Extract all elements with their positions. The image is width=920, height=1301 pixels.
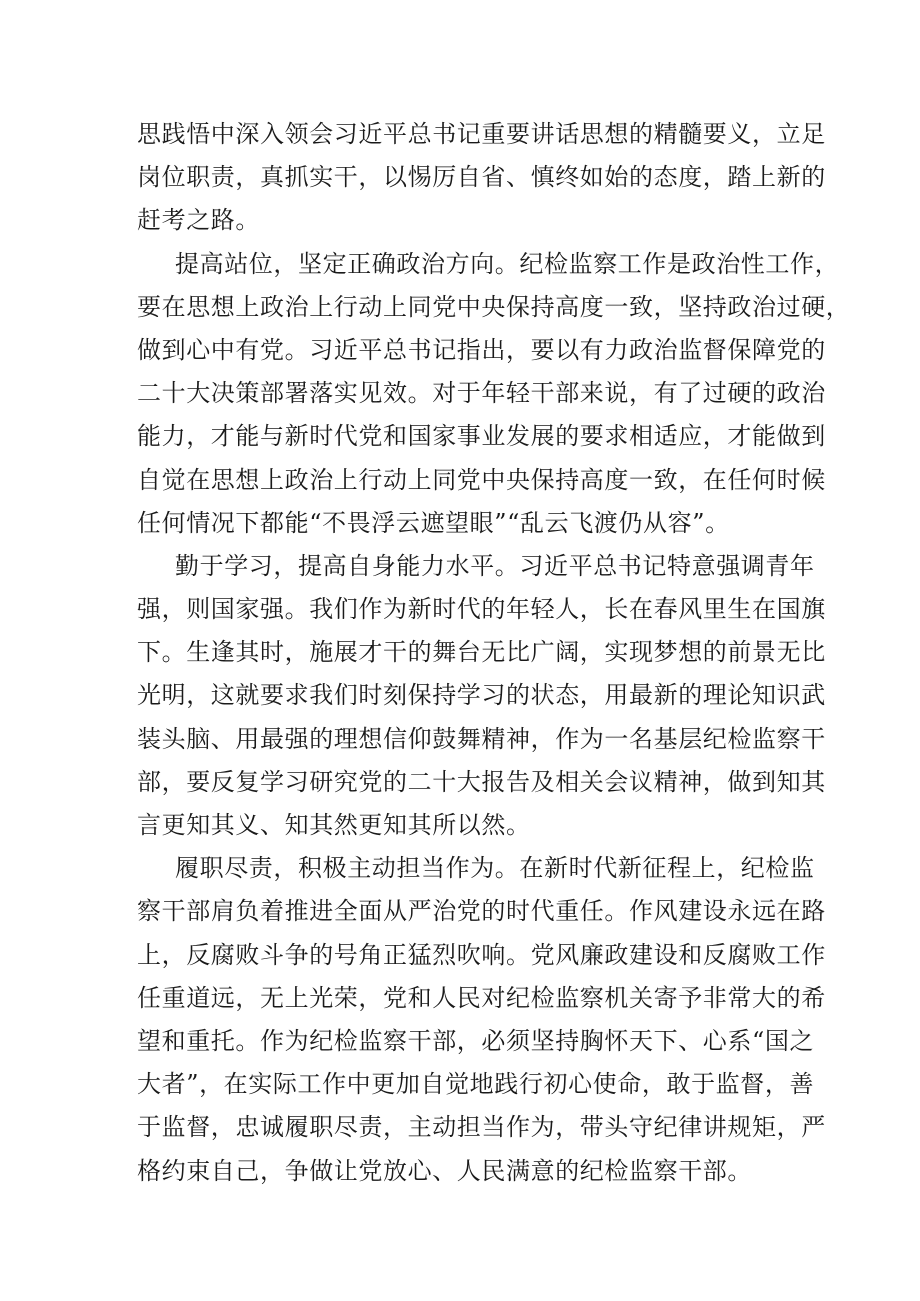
text-line: 于监督，忠诚履职尽责，主动担当作为，带头守纪律讲规矩，严 [137,1113,826,1142]
text-line: 强，则国家强。我们作为新时代的年轻人，长在春风里生在国旗 [137,595,826,624]
text-line: 思践悟中深入领会习近平总书记重要讲话思想的精髓要义，立足 [137,120,826,148]
text-line: 下。生逢其时，施展才干的舞台无比广阔，实现梦想的前景无比 [137,638,826,667]
text-line: 二十大决策部署落实见效。对于年轻干部来说，有了过硬的政治 [137,379,826,408]
text-line: 做到心中有党。习近平总书记指出，要以有力政治监督保障党的 [137,335,826,364]
text-line: 言更知其义、知其然更知其所以然。 [137,811,531,839]
text-line: 能力，才能与新时代党和国家事业发展的要求相适应，才能做到 [137,422,826,451]
text-line: 大者”，在实际工作中更加自觉地践行初心使命，敢于监督，善 [137,1070,815,1099]
text-line: 岗位职责，真抓实干，以惕厉自省、慎终如始的态度，踏上新的 [137,163,826,192]
text-line: 望和重托。作为纪检监察干部，必须坚持胸怀天下、心系“国之 [137,1026,815,1055]
document-body [137,113,851,1193]
text-line: 装头脑、用最强的理想信仰鼓舞精神，作为一名基层纪检监察干 [137,724,826,753]
text-line: 任重道远，无上光荣，党和人民对纪检监察机关寄予非常大的希 [137,983,826,1012]
paragraph-heading-line: 勤于学习，提高自身能力水平。习近平总书记特意强调青年 [175,551,815,580]
text-line: 光明，这就要求我们时刻保持学习的状态，用最新的理论知识武 [137,681,826,710]
text-line: 上，反腐败斗争的号角正猛烈吹响。党风廉政建设和反腐败工作 [137,940,826,969]
text-line: 要在思想上政治上行动上同党中央保持高度一致，坚持政治过硬， [137,292,851,321]
text-line: 部，要反复学习研究党的二十大报告及相关会议精神，做到知其 [137,767,826,796]
paragraph-heading-line: 提高站位，坚定正确政治方向。纪检监察工作是政治性工作， [175,249,840,278]
text-line: 格约束自己，争做让党放心、人民满意的纪检监察干部。 [137,1156,752,1185]
text-line: 任何情况下都能“不畏浮云遮望眼”“乱云飞渡仍从容”。 [137,508,730,537]
paragraph-heading-line: 履职尽责，积极主动担当作为。在新时代新征程上，纪检监 [175,854,815,883]
text-line: 自觉在思想上政治上行动上同党中央保持高度一致，在任何时候 [137,465,826,494]
text-line: 赶考之路。 [137,206,260,235]
text-line: 察干部肩负着推进全面从严治党的时代重任。作风建设永远在路 [137,897,826,926]
